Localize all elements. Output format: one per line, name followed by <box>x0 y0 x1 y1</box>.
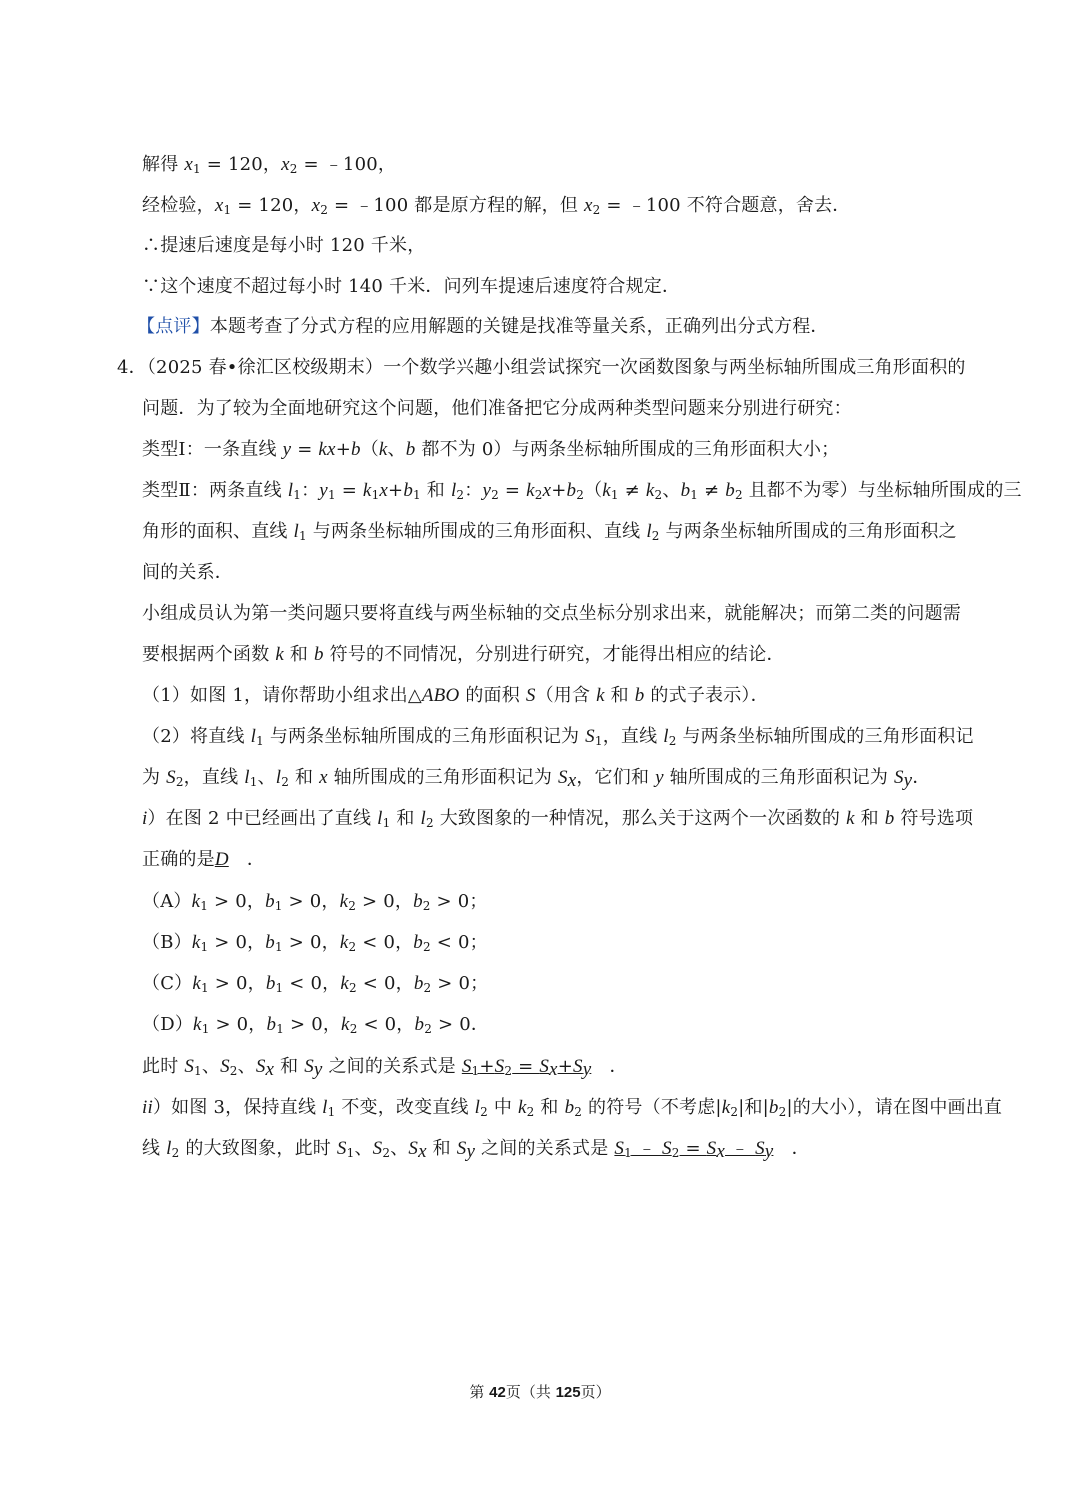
line-4: ∵这个速度不超过每小时 140 千米．问列车提速后速度符合规定． <box>142 276 681 297</box>
option-a: $(A)k_1 > 0$，$b_1 > 0$，$k_2 > 0$，$b_2 > 0$； <box>142 891 488 913</box>
type-2-line: 类型Ⅱ：两条直线 $l_1$：$y_1 = k_1x+b_1$ 和 $l_2$：$y_2 = k_2x+b_2(k_1 \ne k_2$、$b_1 \ne b_2$ 且都不为零）与坐标轴所围成的三 <box>142 480 1022 502</box>
line-10: 角形的面积、直线 $l_1$ 与两条坐标轴所围成的三角形面积、直线 $l_2$ 与两条坐标轴所围成的三角形面积之 <box>142 521 957 543</box>
line-1: 解得 $x_1 = 120$，$x_2$ = ﹣100， <box>142 154 397 176</box>
question-4-title: 4．（2025 春•徐汇区校级期末）一个数学兴趣小组尝试探究一次函数图象与两坐标轴所围成三角形面积的 <box>117 357 966 378</box>
sub-question-1: （1）如图 1，请你帮助小组求出△ABO 的面积 S（用含 k 和 b 的式子表示）． <box>142 685 769 706</box>
line-16: 为 $S_2$，直线 $l_1$、$l_2$ 和 x 轴所围成的三角形面积记为 $S_x$，它们和 y 轴所围成的三角形面积记为 $S_y$． <box>142 767 931 791</box>
comment-line: 【点评】本题考查了分式方程的应用解题的关键是找准等量关系，正确列出分式方程． <box>137 316 829 337</box>
option-c: $(C)k_1 > 0$，$b_1 < 0$，$k_2 < 0$，$b_2 > 0$； <box>142 973 489 995</box>
line-11: 间的关系． <box>142 562 233 583</box>
type-1-line: 类型Ⅰ：一条直线 y = kx+b（k、b 都不为 0）与两条坐标轴所围成的三角形面积大小； <box>142 439 840 460</box>
option-d: $(D)k_1 > 0$，$b_1 > 0$，$k_2 < 0$，$b_2 > 0$． <box>142 1014 490 1036</box>
page-total: 125 <box>555 1384 581 1401</box>
part-i-line: i）在图 2 中已经画出了直线 $l_1$ 和 $l_2$ 大致图象的一种情况，那么关于这两个一次函数的 k 和 b 符号选项 <box>142 808 974 830</box>
part-ii-line: ii）如图 3，保持直线 $l_1$ 不变，改变直线 $l_2$ 中 $k_2$ 和 $b_2$ 的符号（不考虑$|k_2|$和$|b_2|$的大小），请在图中画出直 <box>142 1097 1003 1119</box>
relation-answer-1: $S_1+S_2 = S_x+S_y$ <box>461 1056 592 1080</box>
comment-tag: 【点评】 <box>137 316 210 337</box>
line-2: 经检验，$x_1 = 120$，$x_2$ = ﹣100 都是原方程的解，但 $x_2$ = ﹣100 不符合题意，舍去． <box>142 195 851 217</box>
relation-line-1: 此时 $S_1$、$S_2$、$S_x$ 和 $S_y$ 之间的关系式是 $S_1+S_2 = S_x+S_y$ ． <box>142 1056 628 1080</box>
answer-blank: D <box>214 849 229 870</box>
line-3: ∴提速后速度是每小时 120 千米， <box>142 235 426 256</box>
line-12: 小组成员认为第一类问题只要将直线与两坐标轴的交点坐标分别求出来，就能解决；而第二类的问题需 <box>142 603 961 624</box>
relation-answer-2: $S_1$ ﹣ $S_2 = S_x$ ﹣ $S_y$ <box>614 1138 774 1162</box>
line-7: 问题．为了较为全面地研究这个问题，他们准备把它分成两种类型问题来分别进行研究： <box>142 398 852 419</box>
relation-line-2: 线 $l_2$ 的大致图象，此时 $S_1$、$S_2$、$S_x$ 和 $S_y$ 之间的关系式是 $S_1$ ﹣ $S_2 = S_x$ ﹣ $S_y$ ． <box>142 1138 810 1162</box>
option-b: $(B)k_1 > 0$，$b_1 > 0$，$k_2 < 0$，$b_2 < 0$； <box>142 932 488 954</box>
sub-question-2: （2）将直线 $l_1$ 与两条坐标轴所围成的三角形面积记为 $S_1$，直线 $l_2$ 与两条坐标轴所围成的三角形面积记 <box>142 726 974 748</box>
page-footer: 第 42页（共 125页） <box>469 1383 611 1401</box>
page-number: 42 <box>489 1384 506 1401</box>
line-13: 要根据两个函数 k 和 b 符号的不同情况，分别进行研究，才能得出相应的结论． <box>142 644 785 665</box>
answer-line: 正确的是D ． <box>142 849 266 870</box>
